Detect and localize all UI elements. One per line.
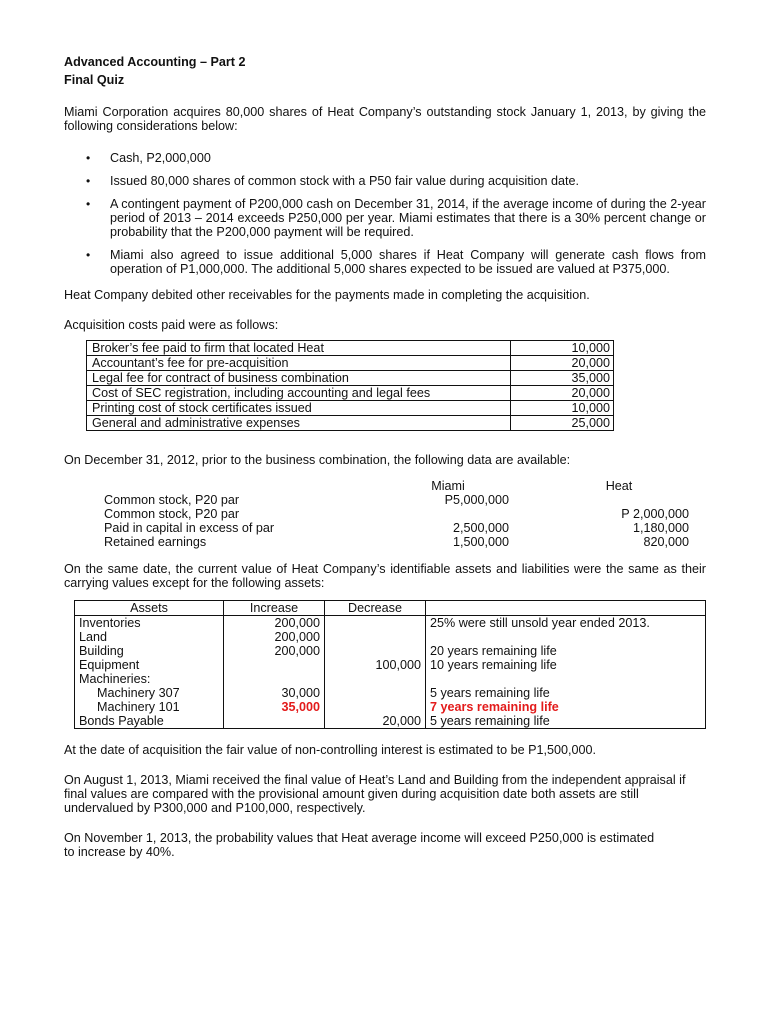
acquisition-costs-table <box>86 340 614 431</box>
asset-name: Building <box>75 644 224 658</box>
table-row <box>87 371 614 386</box>
nci-paragraph: At the date of acquisition the fair value of non-controlling interest is estimated to be P1,500,000. <box>64 743 597 757</box>
costs-intro-paragraph: Acquisition costs paid were as follows: <box>64 318 279 332</box>
equity-heat-value: 1,180,000 <box>632 521 689 535</box>
asset-note <box>426 672 706 686</box>
asset-note: 20 years remaining life <box>426 644 706 658</box>
document-title: Advanced Accounting – Part 2 <box>64 55 246 69</box>
bullet-icon: • <box>86 174 91 188</box>
equity-label: Common stock, P20 par <box>104 507 240 521</box>
equity-label: Common stock, P20 par <box>104 493 240 507</box>
equity-table <box>104 479 689 549</box>
equity-heat-value: 820,000 <box>643 535 689 549</box>
table-header-row <box>75 601 706 616</box>
asset-note: 5 years remaining life <box>426 686 706 700</box>
asset-name: Machinery 307 <box>75 686 224 700</box>
table-row <box>75 644 706 658</box>
table-row <box>87 386 614 401</box>
list-item-text: Issued 80,000 shares of common stock with a P50 fair value during acquisition date. <box>110 174 580 188</box>
table-row <box>87 341 614 356</box>
document-subtitle: Final Quiz <box>64 73 125 87</box>
bullet-icon: • <box>86 248 91 262</box>
equity-miami-value: P5,000,000 <box>444 493 509 507</box>
asset-decrease <box>325 630 426 644</box>
asset-name: Bonds Payable <box>75 714 224 729</box>
assets-adjustments-table <box>74 600 706 729</box>
equity-label: Retained earnings <box>104 535 207 549</box>
column-header-miami: Miami <box>431 479 465 493</box>
table-row <box>75 700 706 714</box>
equity-miami-value <box>367 507 509 521</box>
list-item <box>64 248 706 276</box>
column-header-decrease: Decrease <box>325 601 426 616</box>
asset-note: 25% were still unsold year ended 2013. <box>426 616 706 631</box>
asset-decrease <box>325 700 426 714</box>
intro-paragraph: Miami Corporation acquires 80,000 shares of Heat Company’s outstanding stock January 1, 2013, by giving the following considerations below: <box>64 105 706 133</box>
asset-increase <box>224 658 325 672</box>
table-row <box>75 630 706 644</box>
table-row <box>104 521 689 535</box>
cost-amount: 25,000 <box>511 416 614 431</box>
document-page <box>64 53 706 859</box>
table-row <box>75 714 706 729</box>
august1-paragraph: On August 1, 2013, Miami received the final value of Heat’s Land and Building from the independent appraisal if final values are compared with the provisional amount given during acquisition date both assets are still undervalued by P300,000 and P100,000, respectively. <box>64 773 686 815</box>
asset-name: Inventories <box>75 616 224 631</box>
asset-increase <box>224 672 325 686</box>
asset-increase-highlighted: 35,000 <box>224 700 325 714</box>
same-date-paragraph: On the same date, the current value of Heat Company’s identifiable assets and liabilities were the same as their carrying values except for the following assets: <box>64 562 706 590</box>
asset-decrease: 20,000 <box>325 714 426 729</box>
table-row <box>75 672 706 686</box>
asset-decrease <box>325 686 426 700</box>
table-row <box>104 507 689 521</box>
asset-name: Land <box>75 630 224 644</box>
table-row <box>75 616 706 631</box>
column-header-heat: Heat <box>605 479 633 493</box>
asset-name: Machinery 101 <box>75 700 224 714</box>
asset-decrease <box>325 644 426 658</box>
dec31-paragraph: On December 31, 2012, prior to the business combination, the following data are available: <box>64 453 571 467</box>
asset-decrease <box>325 672 426 686</box>
cost-item: Broker’s fee paid to firm that located Heat <box>87 341 511 356</box>
table-row <box>87 416 614 431</box>
column-header-notes <box>426 601 706 616</box>
table-header-row <box>104 479 689 493</box>
list-item <box>64 197 706 239</box>
cost-amount: 35,000 <box>511 371 614 386</box>
asset-increase: 30,000 <box>224 686 325 700</box>
table-row <box>87 401 614 416</box>
equity-miami-value: 1,500,000 <box>452 535 509 549</box>
table-row <box>75 658 706 672</box>
column-header-assets: Assets <box>75 601 224 616</box>
equity-label: Paid in capital in excess of par <box>104 521 275 535</box>
bullet-icon: • <box>86 197 91 211</box>
asset-decrease: 100,000 <box>325 658 426 672</box>
list-item <box>64 151 706 165</box>
asset-note-highlighted: 7 years remaining life <box>426 700 706 714</box>
asset-increase <box>224 714 325 729</box>
asset-increase: 200,000 <box>224 630 325 644</box>
asset-name: Equipment <box>75 658 224 672</box>
november1-paragraph: On November 1, 2013, the probability values that Heat average income will exceed P250,000 is estimated to increase by 40%. <box>64 831 655 859</box>
table-row <box>104 535 689 549</box>
receivables-paragraph: Heat Company debited other receivables for the payments made in completing the acquisition. <box>64 288 590 302</box>
asset-note: 5 years remaining life <box>426 714 706 729</box>
cost-item: Cost of SEC registration, including accounting and legal fees <box>87 386 511 401</box>
cost-item: General and administrative expenses <box>87 416 511 431</box>
cost-item: Legal fee for contract of business combination <box>87 371 511 386</box>
asset-decrease <box>325 616 426 631</box>
cost-amount: 20,000 <box>511 386 614 401</box>
asset-name: Machineries: <box>75 672 224 686</box>
equity-miami-value: 2,500,000 <box>452 521 509 535</box>
column-header-increase: Increase <box>224 601 325 616</box>
asset-increase: 200,000 <box>224 644 325 658</box>
table-row <box>75 686 706 700</box>
table-row <box>87 356 614 371</box>
list-item-text: Miami also agreed to issue additional 5,000 shares if Heat Company will generate cash flows from operation of P1,000,000. The additional 5,000 shares expected to be issued are valued at P375,000. <box>110 248 706 276</box>
cost-amount: 10,000 <box>511 401 614 416</box>
asset-increase: 200,000 <box>224 616 325 631</box>
cost-amount: 20,000 <box>511 356 614 371</box>
asset-note <box>426 630 706 644</box>
list-item <box>64 174 706 188</box>
table-row <box>104 493 689 507</box>
considerations-list <box>64 151 706 276</box>
cost-amount: 10,000 <box>511 341 614 356</box>
list-item-text: Cash, P2,000,000 <box>110 151 211 165</box>
list-item-text: A contingent payment of P200,000 cash on December 31, 2014, if the average income of during the 2-year period of 2013 – 2014 exceeds P250,000 per year. Miami estimates that there is a 30% percent change or probability that the P200,000 payment will be required. <box>110 197 706 239</box>
cost-item: Printing cost of stock certificates issued <box>87 401 511 416</box>
bullet-icon: • <box>86 151 91 165</box>
equity-heat-value: P 2,000,000 <box>621 507 689 521</box>
asset-note: 10 years remaining life <box>426 658 706 672</box>
equity-heat-value <box>509 493 689 507</box>
cost-item: Accountant’s fee for pre-acquisition <box>87 356 511 371</box>
